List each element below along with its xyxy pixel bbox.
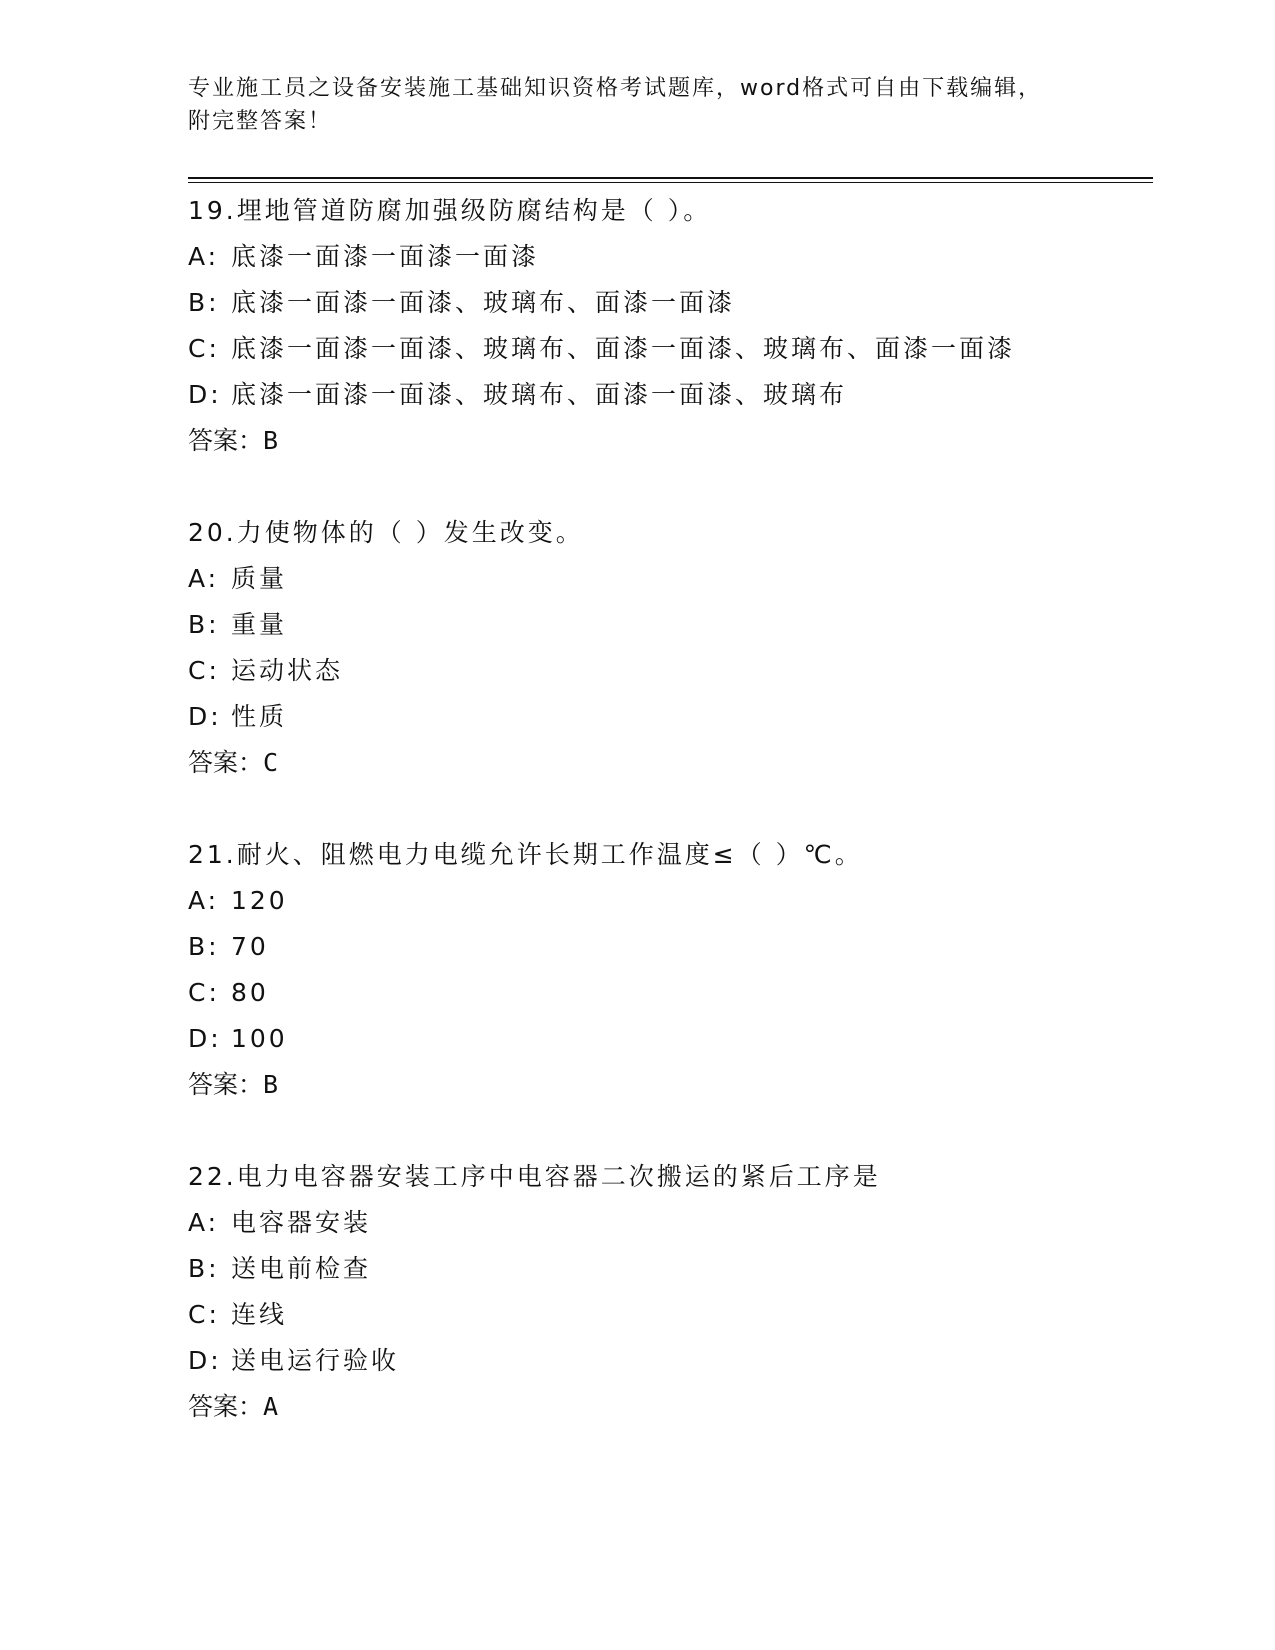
option-label: A: <box>188 242 220 271</box>
question-19 <box>188 188 1153 464</box>
answer-line <box>188 1384 1153 1430</box>
document-header <box>188 72 1088 138</box>
option-label: B: <box>188 932 220 961</box>
option-text: 送电运行验收 <box>231 1346 400 1375</box>
option-label: B: <box>188 1254 220 1283</box>
header-divider-thin <box>188 182 1153 183</box>
answer-value: A <box>263 1392 279 1421</box>
option-text: 70 <box>231 932 269 961</box>
question-stem: 19.埋地管道防腐加强级防腐结构是（ ）。 <box>188 196 712 225</box>
option-label: B: <box>188 610 220 639</box>
option-text: 80 <box>231 978 269 1007</box>
option-label: A: <box>188 564 220 593</box>
option-text: 底漆一面漆一面漆、玻璃布、面漆一面漆 <box>231 288 736 317</box>
answer-line <box>188 418 1153 464</box>
option-label: D: <box>188 1024 222 1053</box>
option-b <box>188 602 1153 648</box>
question-21 <box>188 832 1153 1108</box>
option-d <box>188 372 1153 418</box>
answer-line <box>188 740 1153 786</box>
option-text: 运动状态 <box>231 656 344 685</box>
option-b <box>188 280 1153 326</box>
option-a <box>188 878 1153 924</box>
option-a <box>188 234 1153 280</box>
option-a <box>188 1200 1153 1246</box>
header-line-1: 专业施工员之设备安装施工基础知识资格考试题库，word格式可自由下载编辑， <box>188 76 1043 101</box>
answer-value: B <box>263 1070 279 1099</box>
option-b <box>188 924 1153 970</box>
option-d <box>188 694 1153 740</box>
option-text: 送电前检查 <box>231 1254 372 1283</box>
option-c <box>188 970 1153 1016</box>
question-22 <box>188 1154 1153 1430</box>
option-b <box>188 1246 1153 1292</box>
answer-label: 答案： <box>188 748 264 777</box>
option-text: 100 <box>231 1024 288 1053</box>
header-line-2: 附完整答案！ <box>188 109 333 134</box>
answer-label: 答案： <box>188 426 264 455</box>
option-text: 电容器安装 <box>231 1208 372 1237</box>
question-20 <box>188 510 1153 786</box>
header-divider-thick <box>188 177 1153 179</box>
option-c <box>188 1292 1153 1338</box>
option-c <box>188 648 1153 694</box>
question-stem: 20.力使物体的（ ）发生改变。 <box>188 518 584 547</box>
answer-line <box>188 1062 1153 1108</box>
answer-label: 答案： <box>188 1392 264 1421</box>
option-text: 质量 <box>231 564 288 593</box>
option-d <box>188 1016 1153 1062</box>
option-label: B: <box>188 288 220 317</box>
option-d <box>188 1338 1153 1384</box>
option-text: 底漆一面漆一面漆、玻璃布、面漆一面漆、玻璃布 <box>231 380 848 409</box>
option-text: 连线 <box>231 1300 288 1329</box>
option-label: A: <box>188 886 220 915</box>
answer-value: B <box>263 426 279 455</box>
option-label: C: <box>188 334 220 363</box>
question-stem: 22.电力电容器安装工序中电容器二次搬运的紧后工序是 <box>188 1162 881 1191</box>
option-label: D: <box>188 1346 222 1375</box>
answer-label: 答案： <box>188 1070 264 1099</box>
option-text: 性质 <box>231 702 288 731</box>
option-text: 底漆一面漆一面漆、玻璃布、面漆一面漆、玻璃布、面漆一面漆 <box>231 334 1016 363</box>
option-label: C: <box>188 1300 220 1329</box>
option-c <box>188 326 1153 372</box>
option-label: C: <box>188 656 220 685</box>
option-label: A: <box>188 1208 220 1237</box>
answer-value: C <box>263 748 279 777</box>
option-label: D: <box>188 380 222 409</box>
option-label: D: <box>188 702 222 731</box>
option-text: 重量 <box>231 610 288 639</box>
option-label: C: <box>188 978 220 1007</box>
option-text: 120 <box>231 886 288 915</box>
option-a <box>188 556 1153 602</box>
question-stem: 21.耐火、阻燃电力电缆允许长期工作温度≤（ ）℃。 <box>188 840 863 869</box>
question-list <box>188 188 1153 1476</box>
option-text: 底漆一面漆一面漆一面漆 <box>231 242 540 271</box>
